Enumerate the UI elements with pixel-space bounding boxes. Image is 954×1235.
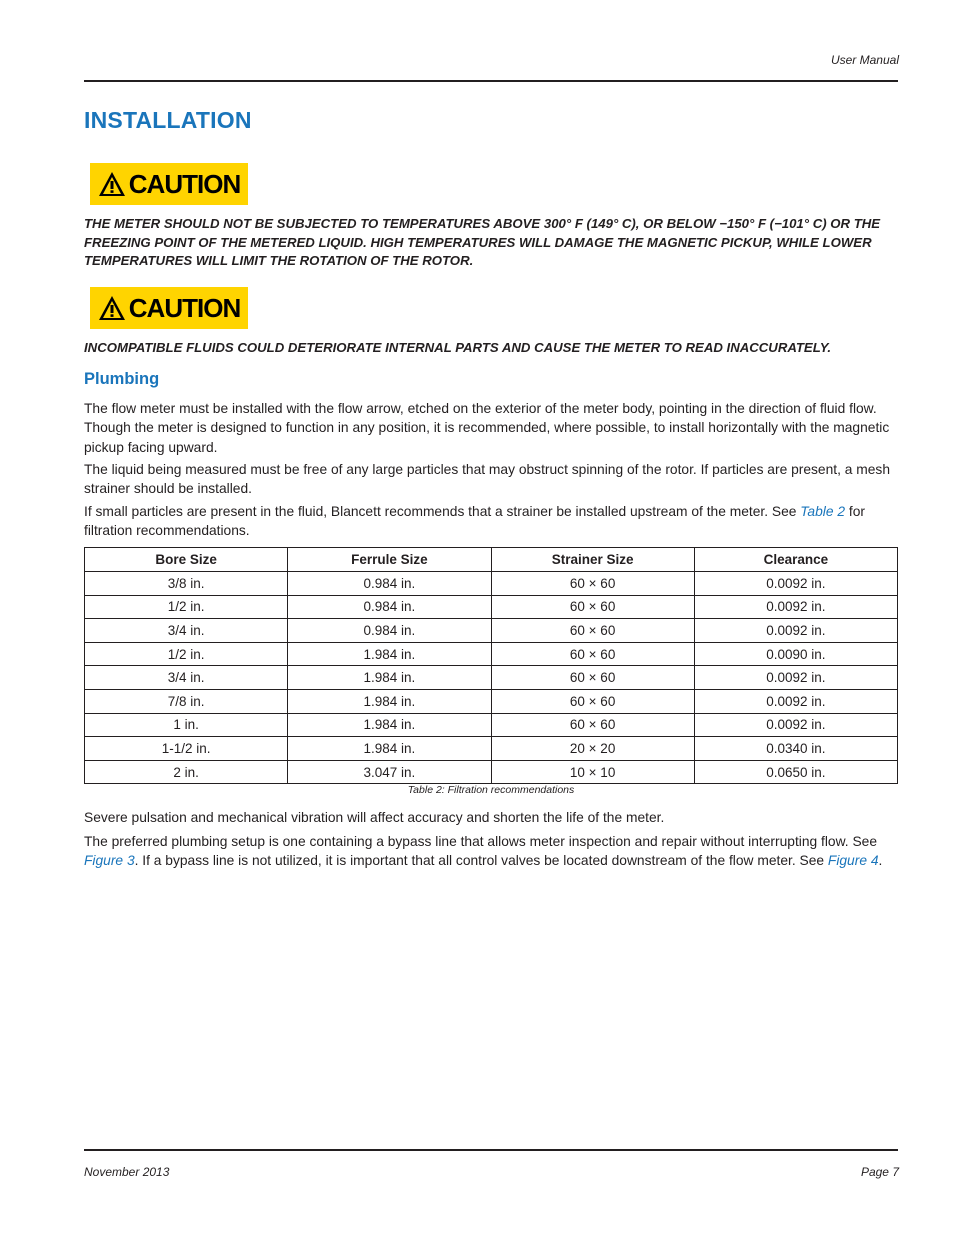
table-cell: 7/8 in. — [85, 689, 288, 713]
table-cell: 0.0092 in. — [694, 713, 897, 737]
warning-triangle-icon — [98, 171, 126, 197]
table-cell: 0.0650 in. — [694, 760, 897, 784]
column-header: Clearance — [694, 548, 897, 572]
table-row — [85, 619, 898, 643]
subsection-title: Plumbing — [84, 370, 160, 388]
paragraph-particles: The liquid being measured must be free of any large particles that may obstruct spinning of the rotor. If particles are present, a mesh strainer should be installed. — [84, 462, 891, 497]
paragraph-bypass — [84, 832, 899, 871]
table-cell: 1.984 in. — [288, 689, 491, 713]
table-2-link[interactable]: Table 2 — [800, 504, 846, 519]
table-cell: 60 × 60 — [491, 713, 694, 737]
table-cell: 0.0092 in. — [694, 595, 897, 619]
table-cell: 0.0092 in. — [694, 572, 897, 596]
footer-page-number: Page 7 — [860, 1165, 899, 1179]
table-cell: 60 × 60 — [491, 572, 694, 596]
table-cell: 0.984 in. — [288, 619, 491, 643]
paragraph-text: . — [878, 853, 883, 869]
table-cell: 60 × 60 — [491, 666, 694, 690]
column-header: Strainer Size — [491, 548, 694, 572]
column-header: Bore Size — [85, 548, 288, 572]
table-cell: 3/4 in. — [85, 666, 288, 690]
paragraph-flow-direction: The flow meter must be installed with the flow arrow, etched on the exterior of the meter body, pointing in the direction of fluid flow. Though the meter is designed to function in any position, it is recommended, where possible, to install horizontally with the magnetic pickup facing upward. — [84, 401, 890, 455]
caution-banner-1 — [90, 163, 248, 205]
table-cell: 3/4 in. — [85, 619, 288, 643]
table-row — [85, 572, 898, 596]
section-title: INSTALLATION — [84, 107, 252, 133]
footer-date: November 2013 — [84, 1165, 170, 1179]
paragraph-text: . If a bypass line is not utilized, it is important that all control valves be located downstream of the flow meter. See — [134, 853, 828, 869]
table-cell: 1/2 in. — [85, 595, 288, 619]
table-cell: 1.984 in. — [288, 642, 491, 666]
table-caption: Table 2: Filtration recommendations — [407, 784, 575, 796]
table-cell: 1 in. — [85, 713, 288, 737]
table-cell: 1/2 in. — [85, 642, 288, 666]
table-cell: 1.984 in. — [288, 737, 491, 761]
table-row — [85, 689, 898, 713]
table-cell: 3.047 in. — [288, 760, 491, 784]
caution-label: CAUTION — [128, 169, 241, 199]
table-cell: 3/8 in. — [85, 572, 288, 596]
table-cell: 60 × 60 — [491, 619, 694, 643]
header-rule — [84, 80, 898, 82]
column-header: Ferrule Size — [288, 548, 491, 572]
table-cell: 60 × 60 — [491, 689, 694, 713]
table-header-row — [85, 548, 898, 572]
table-row — [85, 666, 898, 690]
paragraph-strainer — [84, 502, 899, 541]
table-row — [85, 595, 898, 619]
table-cell: 0.0090 in. — [694, 642, 897, 666]
header-label: User Manual — [830, 53, 899, 67]
table-cell: 1.984 in. — [288, 666, 491, 690]
caution-text-1: THE METER SHOULD NOT BE SUBJECTED TO TEMPERATURES ABOVE 300° F (149° C), OR BELOW −150° F (−101° C) OR THE FREEZING POINT OF THE METERED LIQUID. HIGH TEMPERATURES WILL DAMAGE THE MAGNETIC PICKUP, WHILE LOWER TEMPERATURES WILL LIMIT THE ROTATION OF THE ROTOR. — [84, 216, 881, 268]
table-row — [85, 760, 898, 784]
table-row — [85, 713, 898, 737]
paragraph-text: for filtration recommendations. — [84, 504, 865, 539]
paragraph-text: The preferred plumbing setup is one containing a bypass line that allows meter inspection and repair without interrupting flow. See — [84, 834, 878, 849]
table-cell: 0.984 in. — [288, 572, 491, 596]
paragraph-vibration: Severe pulsation and mechanical vibration will affect accuracy and shorten the life of the meter. — [84, 810, 665, 825]
figure-4-link[interactable]: Figure 4 — [827, 853, 879, 869]
table-cell: 2 in. — [85, 760, 288, 784]
table-cell: 1-1/2 in. — [85, 737, 288, 761]
figure-3-link[interactable]: Figure 3 — [84, 853, 135, 869]
paragraph-text: If small particles are present in the fluid, Blancett recommends that a strainer be installed upstream of the meter. See — [84, 504, 801, 519]
table-cell: 0.0092 in. — [694, 666, 897, 690]
caution-text-2: INCOMPATIBLE FLUIDS COULD DETERIORATE INTERNAL PARTS AND CAUSE THE METER TO READ INACCURATELY. — [84, 340, 832, 355]
caution-label: CAUTION — [128, 293, 241, 323]
table-cell: 0.0092 in. — [694, 619, 897, 643]
table-cell: 1.984 in. — [288, 713, 491, 737]
caution-banner-2 — [90, 287, 248, 329]
table-cell: 60 × 60 — [491, 642, 694, 666]
table-cell: 60 × 60 — [491, 595, 694, 619]
table-cell: 0.0092 in. — [694, 689, 897, 713]
table-cell: 10 × 10 — [491, 760, 694, 784]
table-cell: 0.984 in. — [288, 595, 491, 619]
filtration-table — [84, 547, 898, 784]
table-row — [85, 737, 898, 761]
table-row — [85, 642, 898, 666]
table-cell: 0.0340 in. — [694, 737, 897, 761]
warning-triangle-icon — [98, 295, 126, 321]
footer-rule — [84, 1149, 898, 1151]
table-cell: 20 × 20 — [491, 737, 694, 761]
